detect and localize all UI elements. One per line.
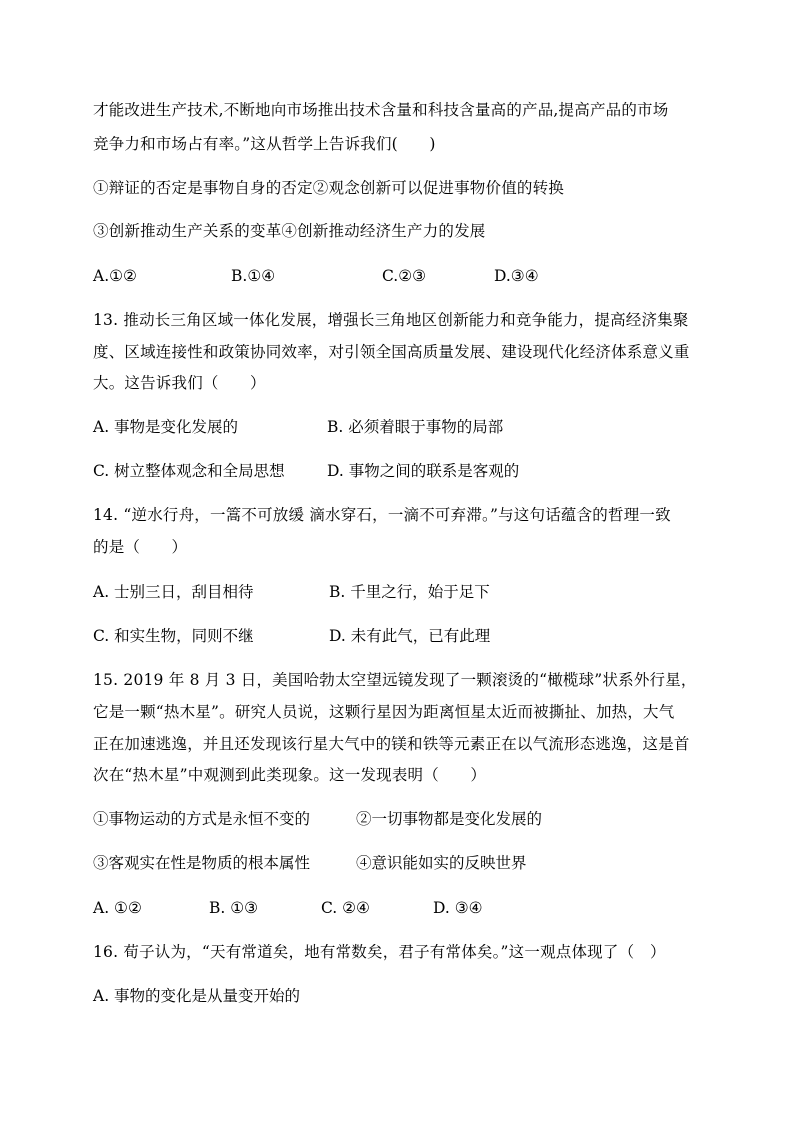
q12-stem-line-2: 竞争力和市场占有率。”这从哲学上告诉我们( ): [93, 135, 436, 153]
q13-option-d: D. 事物之间的联系是客观的: [327, 462, 520, 480]
q14-option-a: A. 士别三日，刮目相待: [93, 583, 254, 601]
q15-statement-3: ③客观实在性是物质的根本属性: [93, 854, 311, 872]
q15-option-d: D. ③④: [433, 899, 483, 917]
q14-option-c: C. 和实生物，同则不继: [93, 627, 254, 645]
q13-option-a: A. 事物是变化发展的: [93, 418, 239, 436]
q14-option-d: D. 未有此气，已有此理: [329, 627, 491, 645]
q15-statement-2: ②一切事物都是变化发展的: [356, 810, 543, 828]
q12-option-d: D.③④: [494, 267, 539, 285]
q15-stem-line-4: 次在“热木星”中观测到此类现象。这一发现表明（ ）: [93, 766, 487, 784]
q12-stem-line-1: 才能改进生产技术,不断地向市场推出技术含量和科技含量高的产品,提高产品的市场: [93, 101, 669, 119]
q15-statement-1: ①事物运动的方式是永恒不变的: [93, 810, 311, 828]
q12-statement-2: ③创新推动生产关系的变革④创新推动经济生产力的发展: [93, 222, 486, 240]
q13-stem-line-3: 大。这告诉我们（ ）: [93, 374, 266, 392]
q14-stem-line-1: 14. “逆水行舟，一篙不可放缓 滴水穿石，一滴不可弃滞。”与这句话蕴含的哲理一致: [93, 506, 671, 524]
q15-stem-line-3: 正在加速逃逸，并且还发现该行星大气中的镁和铁等元素正在以气流形态逃逸，这是首: [93, 735, 690, 753]
q15-option-a: A. ①②: [93, 899, 142, 917]
q12-statement-1: ①辩证的否定是事物自身的否定②观念创新可以促进事物价值的转换: [93, 179, 565, 197]
q13-stem-line-1: 13. 推动长三角区域一体化发展，增强长三角地区创新能力和竞争能力，提高经济集聚: [93, 311, 689, 329]
q12-option-b: B.①④: [231, 267, 276, 285]
q16-option-a: A. 事物的变化是从量变开始的: [93, 987, 301, 1005]
q13-stem-line-2: 度、区域连接性和政策协同效率，对引领全国高质量发展、建设现代化经济体系意义重: [93, 343, 690, 361]
q15-stem-line-2: 它是一颗“热木星”。研究人员说，这颗行星因为距离恒星太近而被撕扯、加热，大气: [93, 703, 675, 721]
q13-option-c: C. 树立整体观念和全局思想: [93, 462, 285, 480]
q13-option-b: B. 必须着眼于事物的局部: [327, 418, 504, 436]
q12-option-a: A.①②: [93, 267, 137, 285]
q14-option-b: B. 千里之行，始于足下: [329, 583, 490, 601]
q14-stem-line-2: 的是（ ）: [93, 538, 188, 556]
q16-stem-line-1: 16. 荀子认为，“天有常道矣，地有常数矣，君子有常体矣。”这一观点体现了（ ）: [93, 943, 666, 961]
q15-stem-line-1: 15. 2019 年 8 月 3 日，美国哈勃太空望远镜发现了一颗滚烫的“橄榄球”状系外行星，: [93, 671, 697, 689]
q15-statement-4: ④意识能如实的反映世界: [356, 854, 527, 872]
q12-option-c: C.②③: [382, 267, 427, 285]
q15-option-c: C. ②④: [321, 899, 370, 917]
q15-option-b: B. ①③: [209, 899, 259, 917]
